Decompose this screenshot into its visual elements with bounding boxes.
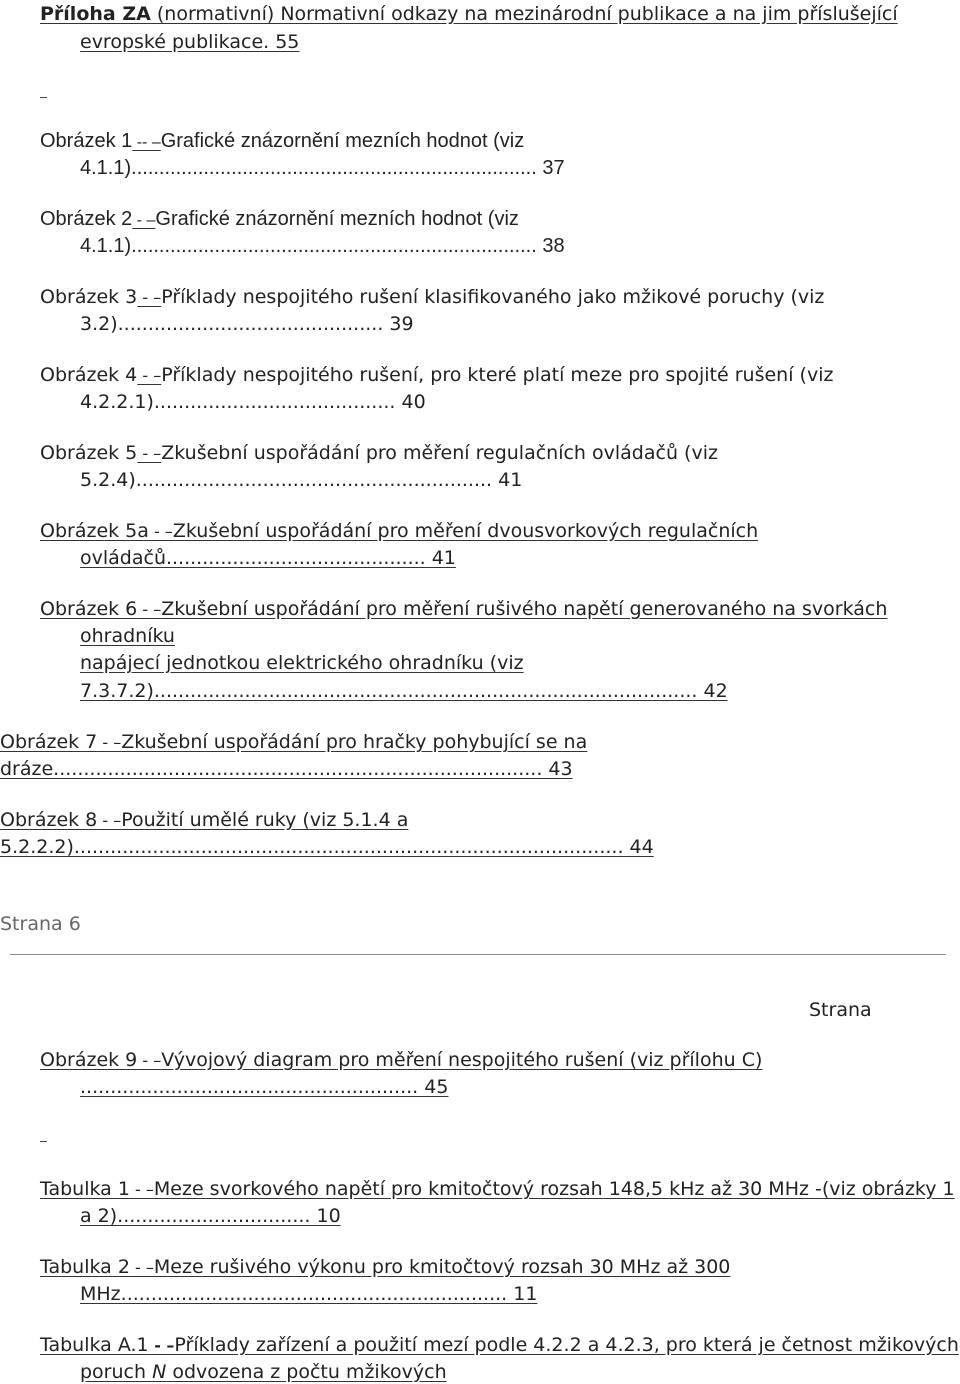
table-a1-title: Příklady zařízení a použití mezí podle 4.2.2 a 4.2.3, pro která je četnost mžikových (174, 1334, 959, 1356)
table-1-label: Tabulka 1 (40, 1178, 130, 1200)
toc-table-1[interactable] (40, 1177, 955, 1202)
page-divider (10, 954, 946, 955)
figure-2-dash: - – (132, 212, 156, 229)
toc-figure-1[interactable] (40, 129, 524, 155)
table-a1-variable-n: N (152, 1361, 167, 1383)
toc-figure-4[interactable] (40, 363, 833, 388)
figure-9-dash: - – (137, 1051, 162, 1070)
annex-line-2[interactable]: evropské publikace. 55 (80, 31, 300, 53)
figure-2-page[interactable]: 4.1.1)......................................................................... 38 (80, 235, 565, 257)
figure-1-page[interactable]: 4.1.1)......................................................................... 37 (80, 157, 565, 179)
table-1-dash: - – (129, 1180, 154, 1199)
annex-title: (normativní) Normativní odkazy na mezinárodní publikace a na jim příslušející (150, 3, 898, 25)
figure-8-title: Použití umělé ruky (viz 5.1.4 a (121, 809, 409, 831)
toc-figure-8[interactable] (0, 808, 408, 833)
figure-5a-page[interactable]: ovládačů........................................... 41 (80, 547, 456, 569)
table-a1-line-2-pre: poruch (80, 1361, 153, 1383)
figure-4-page[interactable]: 4.2.2.1)........................................ 40 (80, 391, 426, 413)
table-a1-label: Tabulka A.1 (40, 1334, 149, 1356)
annex-label: Příloha ZA (40, 3, 151, 25)
figure-3-page[interactable]: 3.2)............................................ 39 (80, 313, 414, 335)
figure-4-label: Obrázek 4 (40, 364, 138, 386)
figure-4-title: Příklady nespojitého rušení, pro které platí meze pro spojité rušení (viz (161, 364, 834, 386)
figure-2-title: Grafické znázornění mezních hodnot (viz (155, 208, 519, 230)
table-2-page[interactable]: MHz................................................................ 11 (80, 1283, 538, 1305)
figure-9-title: Vývojový diagram pro měření nespojitého rušení (viz přílohu C) (161, 1049, 763, 1071)
figure-8-label: Obrázek 8 (0, 809, 98, 831)
toc-figure-7[interactable] (0, 730, 587, 755)
figure-9-label: Obrázek 9 (40, 1049, 138, 1071)
figure-8-dash: - – (97, 811, 122, 830)
figure-7-page[interactable]: dráze................................................................................. 43 (0, 758, 573, 780)
figure-6-line-3[interactable]: napájecí jednotkou elektrického ohradníku (viz (80, 652, 524, 674)
empty-paragraph-mark-2 (40, 1141, 47, 1142)
figure-6-label: Obrázek 6 (40, 598, 138, 620)
table-a1-line-2[interactable] (80, 1360, 447, 1384)
figure-6-dash: - – (137, 600, 162, 619)
figure-4-dash: - – (137, 366, 162, 385)
figure-2-label: Obrázek 2 (40, 208, 133, 230)
toc-figure-2[interactable] (40, 207, 519, 233)
toc-table-2[interactable] (40, 1255, 730, 1280)
toc-figure-5[interactable] (40, 441, 718, 466)
figure-7-label: Obrázek 7 (0, 731, 98, 753)
figure-3-dash: - – (137, 288, 162, 307)
toc-figure-6[interactable] (40, 597, 887, 622)
figure-5-dash: - – (137, 444, 162, 463)
figure-1-dash: -- – (132, 134, 161, 151)
figure-5-label: Obrázek 5 (40, 442, 138, 464)
figure-6-line-2[interactable]: ohradníku (80, 625, 175, 647)
table-1-title: Meze svorkového napětí pro kmitočtový rozsah 148,5 kHz až 30 MHz -(viz obrázky 1 (153, 1178, 955, 1200)
figure-3-label: Obrázek 3 (40, 286, 138, 308)
page-number-marker: Strana 6 (0, 913, 81, 935)
figure-1-label: Obrázek 1 (40, 130, 133, 152)
figure-7-dash: - – (97, 733, 122, 752)
figure-1-title: Grafické znázornění mezních hodnot (viz (160, 130, 525, 152)
figure-6-page[interactable]: 7.3.7.2).......................................................................................... 42 (80, 680, 728, 702)
figure-5a-dash: - – (148, 522, 173, 541)
figure-5-title: Zkušební uspořádání pro měření regulačních ovládačů (viz (161, 442, 718, 464)
table-1-page[interactable]: a 2)................................ 10 (80, 1205, 341, 1227)
figure-5a-title: Zkušební uspořádání pro měření dvousvorkových regulačních (172, 520, 759, 542)
table-a1-line-2-post: odvozena z počtu mžikových (166, 1361, 447, 1383)
toc-figure-3[interactable] (40, 285, 824, 310)
table-2-dash: - – (129, 1258, 154, 1277)
table-2-label: Tabulka 2 (40, 1256, 130, 1278)
figure-6-title: Zkušební uspořádání pro měření rušivého napětí generovaného na svorkách (161, 598, 888, 620)
toc-figure-5a[interactable] (40, 519, 758, 544)
empty-paragraph-mark (40, 97, 47, 98)
figure-3-title: Příklady nespojitého rušení klasifikovaného jako mžikové poruchy (viz (161, 286, 825, 308)
annex-line-1[interactable] (40, 2, 898, 26)
figure-7-title: Zkušební uspořádání pro hračky pohybující se na (121, 731, 588, 753)
figure-5a-label: Obrázek 5a (40, 520, 149, 542)
toc-table-a1[interactable] (40, 1333, 959, 1358)
strana-column-header: Strana (809, 999, 872, 1021)
figure-9-page[interactable]: ........................................................ 45 (80, 1076, 449, 1098)
toc-figure-9[interactable] (40, 1048, 762, 1073)
figure-5-page[interactable]: 5.2.4)........................................................... 41 (80, 469, 523, 491)
table-2-title: Meze rušivého výkonu pro kmitočtový rozsah 30 MHz až 300 (153, 1256, 731, 1278)
figure-8-page[interactable]: 5.2.2.2)........................................................................................... 44 (0, 836, 654, 858)
table-a1-dash: - – (148, 1336, 175, 1355)
